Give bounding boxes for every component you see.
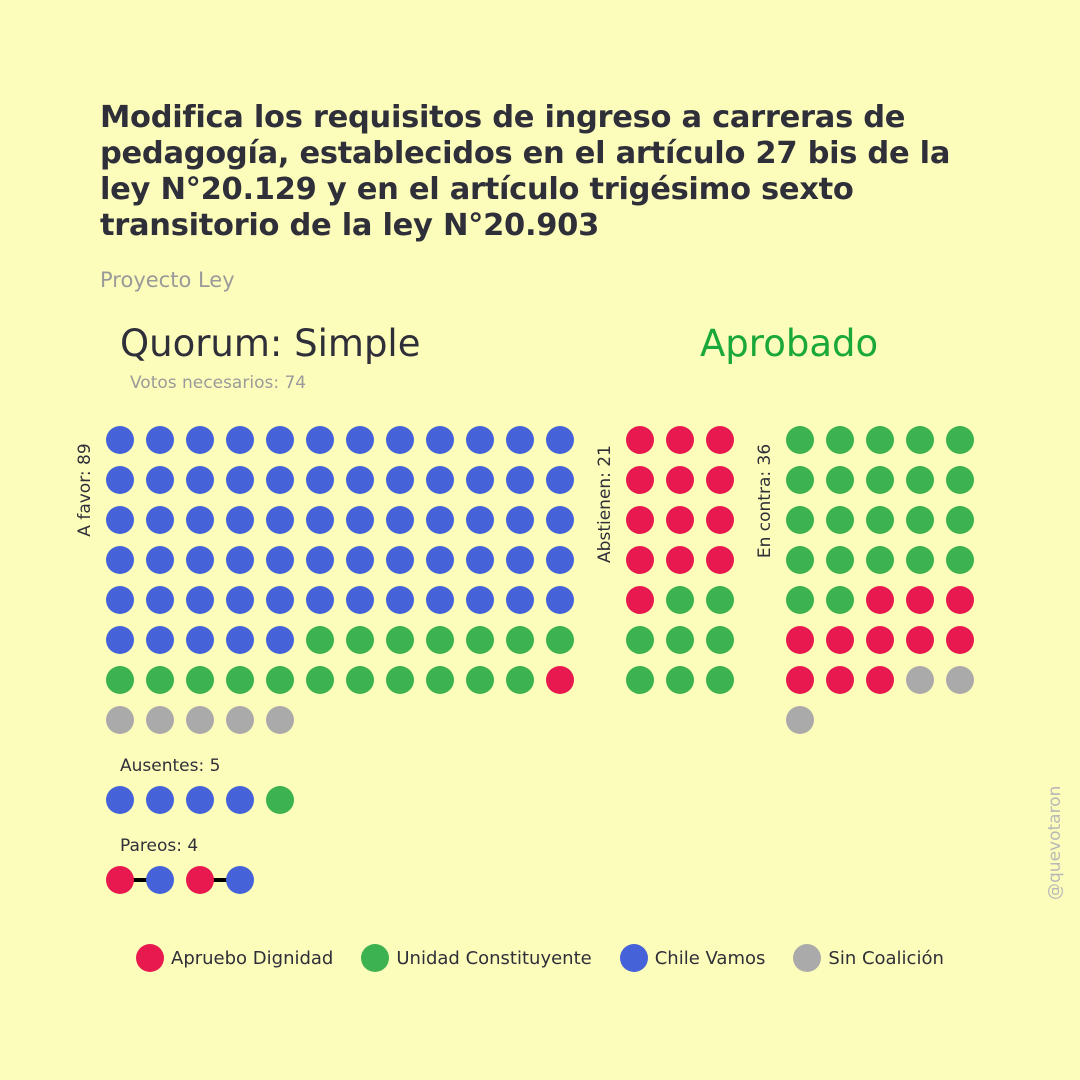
a-favor-vote-dot [466,426,494,454]
a-favor-vote-dot [346,546,374,574]
a-favor-vote-dot [306,626,334,654]
a-favor-vote-dot [306,666,334,694]
a-favor-vote-dot [226,626,254,654]
abstienen-vote-dot [666,666,694,694]
a-favor-vote-dot [426,626,454,654]
a-favor-vote-dot [106,586,134,614]
a-favor-vote-dot [186,706,214,734]
en-contra-vote-dot [866,666,894,694]
abstienen-vote-dot [706,546,734,574]
abstienen-vote-dot [626,466,654,494]
en-contra-vote-dot [946,546,974,574]
en-contra-vote-dot [906,466,934,494]
ausentes-vote-dot [186,786,214,814]
ausentes-vote-dot [106,786,134,814]
en-contra-vote-dot [786,546,814,574]
a-favor-vote-dot [186,666,214,694]
a-favor-vote-dot [426,506,454,534]
a-favor-vote-dot [186,626,214,654]
pareo-vote-dot [106,866,134,894]
a-favor-vote-dot [266,466,294,494]
a-favor-vote-dot [546,546,574,574]
en-contra-vote-dot [906,626,934,654]
a-favor-vote-dot [386,546,414,574]
a-favor-vote-dot [186,426,214,454]
abstienen-vote-dot [626,626,654,654]
a-favor-vote-dot [506,426,534,454]
a-favor-vote-dot [386,506,414,534]
a-favor-vote-dot [146,506,174,534]
a-favor-vote-dot [466,546,494,574]
en-contra-vote-dot [786,706,814,734]
legend [136,944,972,972]
en-contra-vote-dot [866,546,894,574]
a-favor-vote-dot [306,586,334,614]
page-title: Modifica los requisitos de ingreso a carreras de pedagogía, establecidos en el artículo 27 bis de la ley N°20.129 y en el artículo trigésimo sexto transitorio de la ley N°20.903 [100,100,951,243]
abstienen-vote-dot [706,506,734,534]
subtitle: Proyecto Ley [100,268,235,292]
a-favor-vote-dot [466,626,494,654]
pareo-vote-dot [186,866,214,894]
author-handle: @quevotaron [1045,785,1065,900]
a-favor-vote-dot [106,466,134,494]
a-favor-vote-dot [346,586,374,614]
a-favor-vote-dot [146,426,174,454]
a-favor-vote-dot [146,706,174,734]
votes-needed-label: Votos necesarios: 74 [130,373,307,393]
result-label: Aprobado [700,322,879,365]
a-favor-vote-dot [346,426,374,454]
a-favor-vote-dot [346,666,374,694]
a-favor-vote-dot [426,546,454,574]
a-favor-vote-dot [146,466,174,494]
en-contra-vote-dot [906,666,934,694]
a-favor-vote-dot [146,546,174,574]
abstienen-vote-dot [626,666,654,694]
ausentes-vote-dot [146,786,174,814]
a-favor-vote-dot [546,426,574,454]
a-favor-vote-dot [186,466,214,494]
en-contra-vote-dot [826,466,854,494]
a-favor-vote-dot [506,506,534,534]
en-contra-label: En contra: 36 [755,443,775,559]
pareos-label: Pareos: 4 [120,836,199,856]
en-contra-vote-dot [906,426,934,454]
en-contra-vote-dot [826,586,854,614]
a-favor-vote-dot [426,426,454,454]
legend-label: Unidad Constituyente [396,947,592,969]
legend-item-apruebo-dignidad [136,944,333,972]
en-contra-vote-dot [786,466,814,494]
abstienen-vote-dot [706,586,734,614]
a-favor-vote-dot [106,706,134,734]
a-favor-vote-dot [506,466,534,494]
a-favor-vote-dot [386,426,414,454]
en-contra-vote-dot [826,426,854,454]
a-favor-vote-dot [226,426,254,454]
pareo-vote-dot [146,866,174,894]
en-contra-vote-dot [826,546,854,574]
a-favor-vote-dot [466,586,494,614]
abstienen-vote-dot [666,626,694,654]
abstienen-vote-dot [666,506,694,534]
a-favor-vote-dot [106,626,134,654]
a-favor-vote-dot [226,586,254,614]
en-contra-vote-dot [866,586,894,614]
en-contra-vote-dot [786,666,814,694]
quorum-label: Quorum: Simple [120,322,421,365]
a-favor-vote-dot [306,506,334,534]
en-contra-vote-dot [866,426,894,454]
abstienen-vote-dot [666,466,694,494]
legend-swatch [620,944,648,972]
pareo-vote-dot [226,866,254,894]
a-favor-vote-dot [106,426,134,454]
a-favor-vote-dot [106,666,134,694]
a-favor-vote-dot [306,466,334,494]
a-favor-vote-dot [346,506,374,534]
a-favor-vote-dot [306,546,334,574]
a-favor-vote-dot [426,586,454,614]
a-favor-vote-dot [226,546,254,574]
a-favor-vote-dot [546,466,574,494]
ausentes-vote-dot [226,786,254,814]
a-favor-vote-dot [146,666,174,694]
en-contra-vote-dot [786,506,814,534]
a-favor-vote-dot [266,706,294,734]
a-favor-vote-dot [266,426,294,454]
a-favor-vote-dot [266,506,294,534]
a-favor-vote-dot [426,466,454,494]
a-favor-vote-dot [146,586,174,614]
a-favor-vote-dot [186,546,214,574]
a-favor-vote-dot [386,466,414,494]
abstienen-vote-dot [666,586,694,614]
en-contra-vote-dot [906,586,934,614]
legend-item-unidad-constituyente [361,944,591,972]
a-favor-vote-dot [546,506,574,534]
legend-item-chile-vamos [620,944,766,972]
a-favor-vote-dot [506,546,534,574]
a-favor-vote-dot [386,626,414,654]
a-favor-vote-dot [386,666,414,694]
en-contra-vote-dot [866,466,894,494]
a-favor-vote-dot [266,586,294,614]
abstienen-vote-dot [706,426,734,454]
a-favor-vote-dot [466,666,494,694]
a-favor-vote-dot [546,586,574,614]
legend-label: Chile Vamos [654,947,766,969]
a-favor-vote-dot [466,506,494,534]
a-favor-vote-dot [266,546,294,574]
a-favor-vote-dot [506,586,534,614]
en-contra-vote-dot [786,626,814,654]
legend-label: Sin Coalición [828,947,944,969]
legend-swatch [793,944,821,972]
en-contra-vote-dot [866,626,894,654]
abstienen-vote-dot [626,426,654,454]
a-favor-vote-dot [226,666,254,694]
a-favor-vote-dot [546,666,574,694]
en-contra-vote-dot [946,426,974,454]
ausentes-vote-dot [266,786,294,814]
en-contra-vote-dot [946,466,974,494]
en-contra-vote-dot [906,506,934,534]
en-contra-vote-dot [826,506,854,534]
legend-label: Apruebo Dignidad [171,947,334,969]
a-favor-vote-dot [386,586,414,614]
abstienen-vote-dot [626,586,654,614]
en-contra-vote-dot [826,666,854,694]
legend-swatch [136,944,164,972]
a-favor-vote-dot [426,666,454,694]
a-favor-vote-dot [266,666,294,694]
a-favor-vote-dot [506,666,534,694]
a-favor-vote-dot [546,626,574,654]
abstienen-vote-dot [666,426,694,454]
en-contra-vote-dot [946,586,974,614]
a-favor-vote-dot [346,626,374,654]
abstienen-vote-dot [706,466,734,494]
en-contra-vote-dot [906,546,934,574]
a-favor-vote-dot [186,506,214,534]
abstienen-label: Abstienen: 21 [595,445,615,563]
a-favor-vote-dot [266,626,294,654]
a-favor-vote-dot [186,586,214,614]
legend-item-sin-coalicion [793,944,944,972]
abstienen-vote-dot [706,666,734,694]
ausentes-label: Ausentes: 5 [120,756,221,776]
abstienen-vote-dot [626,506,654,534]
a-favor-vote-dot [506,626,534,654]
abstienen-vote-dot [626,546,654,574]
en-contra-vote-dot [826,626,854,654]
abstienen-vote-dot [706,626,734,654]
en-contra-vote-dot [946,626,974,654]
legend-swatch [361,944,389,972]
a-favor-vote-dot [226,466,254,494]
en-contra-vote-dot [786,586,814,614]
en-contra-vote-dot [866,506,894,534]
a-favor-vote-dot [146,626,174,654]
en-contra-vote-dot [946,506,974,534]
a-favor-vote-dot [466,466,494,494]
en-contra-vote-dot [786,426,814,454]
a-favor-vote-dot [306,426,334,454]
a-favor-vote-dot [106,506,134,534]
a-favor-vote-dot [106,546,134,574]
en-contra-vote-dot [946,666,974,694]
a-favor-vote-dot [346,466,374,494]
a-favor-vote-dot [226,506,254,534]
a-favor-vote-dot [226,706,254,734]
a-favor-label: A favor: 89 [75,443,95,537]
abstienen-vote-dot [666,546,694,574]
